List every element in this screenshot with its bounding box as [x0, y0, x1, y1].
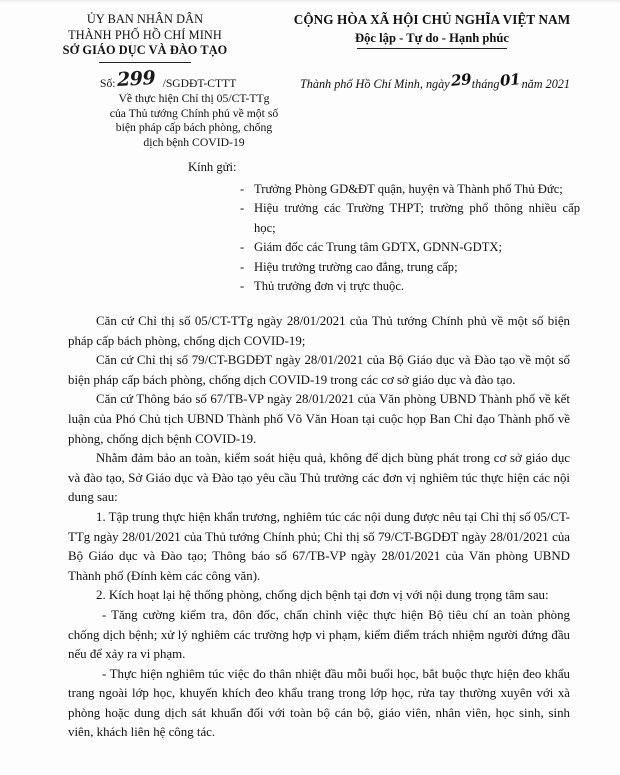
paragraph-item-2-bullet-2: - Thực hiện nghiêm túc việc đo thân nhiệt đầu mỗi buổi học, bắt buộc thực hiện đeo khẩu trang ngoài lớp học, khuyến khích đeo khẩu trang trong lớp học, rửa tay thường xuyên với xà phòng hoặc dung dịch sát khuẩn đối với toàn bộ cán bộ, giáo viên, nhân viên, học sinh, sinh viên, khách liên hệ công tác. — [68, 666, 570, 740]
document-subject — [78, 92, 310, 150]
recipient-text: Hiệu trưởng các Trường THPT; trường phổ thông nhiều cấp học; — [254, 201, 580, 235]
paragraph-item-1: 1. Tập trung thực hiện khẩn trương, nghiêm túc các nội dung được nêu tại Chỉ thị số 05/CT-TTg ngày 28/01/2021 của Thủ tướng Chính phủ; Chỉ thị số 79/CT-BGDĐT ngày 28/01/2021 của Bộ Giáo dục và Đào tạo; Thông báo số 67/TB-VP ngày 28/01/2021 của Văn phòng UBND Thành phố (Đính kèm các công văn). — [68, 509, 570, 583]
paragraph-can-cu-3: Căn cứ Thông báo số 67/TB-VP ngày 28/01/2021 của Văn phòng UBND Thành phố về kết luận của Phó Chủ tịch UBND Thành phố Võ Văn Hoan tại cuộc họp Ban Chỉ đạo Thành phố về phòng, chống dịch bệnh COVID-19. — [68, 392, 570, 446]
document-number-suffix: /SGDĐT-CTTT — [162, 77, 237, 90]
subject-line-4: dịch bệnh COVID-19 — [143, 135, 245, 149]
list-item — [240, 277, 580, 296]
document-number-handwritten: 299 — [116, 67, 157, 91]
document-body — [68, 312, 570, 743]
list-item — [240, 180, 580, 199]
date-month-handwritten: 01 — [499, 70, 522, 90]
recipient-text: Thủ trưởng đơn vị trực thuộc. — [254, 279, 405, 294]
authority-line-3: SỞ GIÁO DỤC VÀ ĐÀO TẠO — [62, 43, 228, 57]
bullet-dash: - — [240, 201, 245, 216]
document-number-label: Số: — [100, 77, 116, 90]
date-month-label: tháng — [471, 77, 500, 91]
recipients-list — [240, 180, 580, 296]
scan-edge — [0, 0, 620, 3]
document-date-line — [300, 70, 600, 92]
recipient-text: Hiệu trưởng trường cao đẳng, trung cấp; — [254, 259, 458, 274]
bullet-dash: - — [240, 259, 245, 274]
national-title: CỘNG HÒA XÃ HỘI CHỦ NGHĨA VIỆT NAM — [293, 12, 571, 27]
authority-underline — [99, 62, 191, 63]
date-place-prefix: Thành phố Hồ Chí Minh, ngày — [300, 77, 450, 91]
issuing-authority-block — [0, 12, 262, 63]
list-item — [240, 258, 580, 277]
subject-line-1: Về thực hiện Chỉ thị 05/CT-TTg — [118, 92, 270, 105]
recipient-text: Trưởng Phòng GD&ĐT quận, huyện và Thành phố Thủ Đức; — [254, 182, 563, 196]
national-header-block — [262, 12, 620, 49]
bullet-dash: - — [240, 240, 245, 255]
recipients-label: Kính gửi: — [188, 160, 237, 174]
authority-line-1: ỦY BAN NHÂN DÂN — [86, 12, 204, 26]
list-item — [240, 238, 580, 257]
paragraph-can-cu-1: Căn cứ Chỉ thị số 05/CT-TTg ngày 28/01/2021 của Thủ tướng Chính phủ về một số biện pháp cấp bách phòng, chống dịch COVID-19; — [68, 314, 570, 348]
paragraph-purpose: Nhằm đảm bảo an toàn, kiểm soát hiệu quả, không để dịch bùng phát trong cơ sở giáo dục và đào tạo, Sở Giáo dục và Đào tạo yêu cầu Thủ trưởng các đơn vị nghiêm túc thực hiện các nội dung sau: — [68, 451, 570, 505]
bullet-dash: - — [240, 279, 245, 294]
paragraph-item-2: 2. Kích hoạt lại hệ thống phòng, chống dịch bệnh tại đơn vị với nội dung trọng tâm sau: — [96, 588, 549, 603]
bullet-dash: - — [240, 182, 245, 196]
list-item — [240, 199, 580, 238]
subject-line-2: của Thủ tướng Chính phủ về một số — [109, 106, 279, 120]
paragraph-can-cu-2: Căn cứ Chỉ thị số 79/CT-BGDĐT ngày 28/01/2021 của Bộ Giáo dục và Đào tạo về một số biện pháp cấp bách phòng, chống dịch COVID-19 trong các cơ sở giáo dục và đào tạo. — [68, 353, 570, 387]
motto-underline — [357, 48, 507, 49]
national-motto: Độc lập - Tự do - Hạnh phúc — [355, 31, 509, 45]
paragraph-item-2-bullet-1: - Tăng cường kiểm tra, đôn đốc, chấn chỉnh việc thực hiện Bộ tiêu chí an toàn phòng chống dịch bệnh; xử lý nghiêm các trường hợp vi phạm, kiểm điểm trách nhiệm người đứng đầu nếu để xảy ra vi phạm. — [68, 607, 570, 662]
document-header — [0, 12, 620, 63]
date-year-label: năm 2021 — [521, 77, 570, 91]
subject-line-3: biện pháp cấp bách phòng, chống — [115, 121, 273, 135]
authority-line-2: THÀNH PHỐ HỒ CHÍ MINH — [68, 27, 222, 42]
date-day-handwritten: 29 — [449, 70, 472, 90]
recipient-text: Giám đốc các Trung tâm GDTX, GDNN-GDTX; — [254, 240, 502, 255]
document-number-line — [100, 67, 320, 92]
